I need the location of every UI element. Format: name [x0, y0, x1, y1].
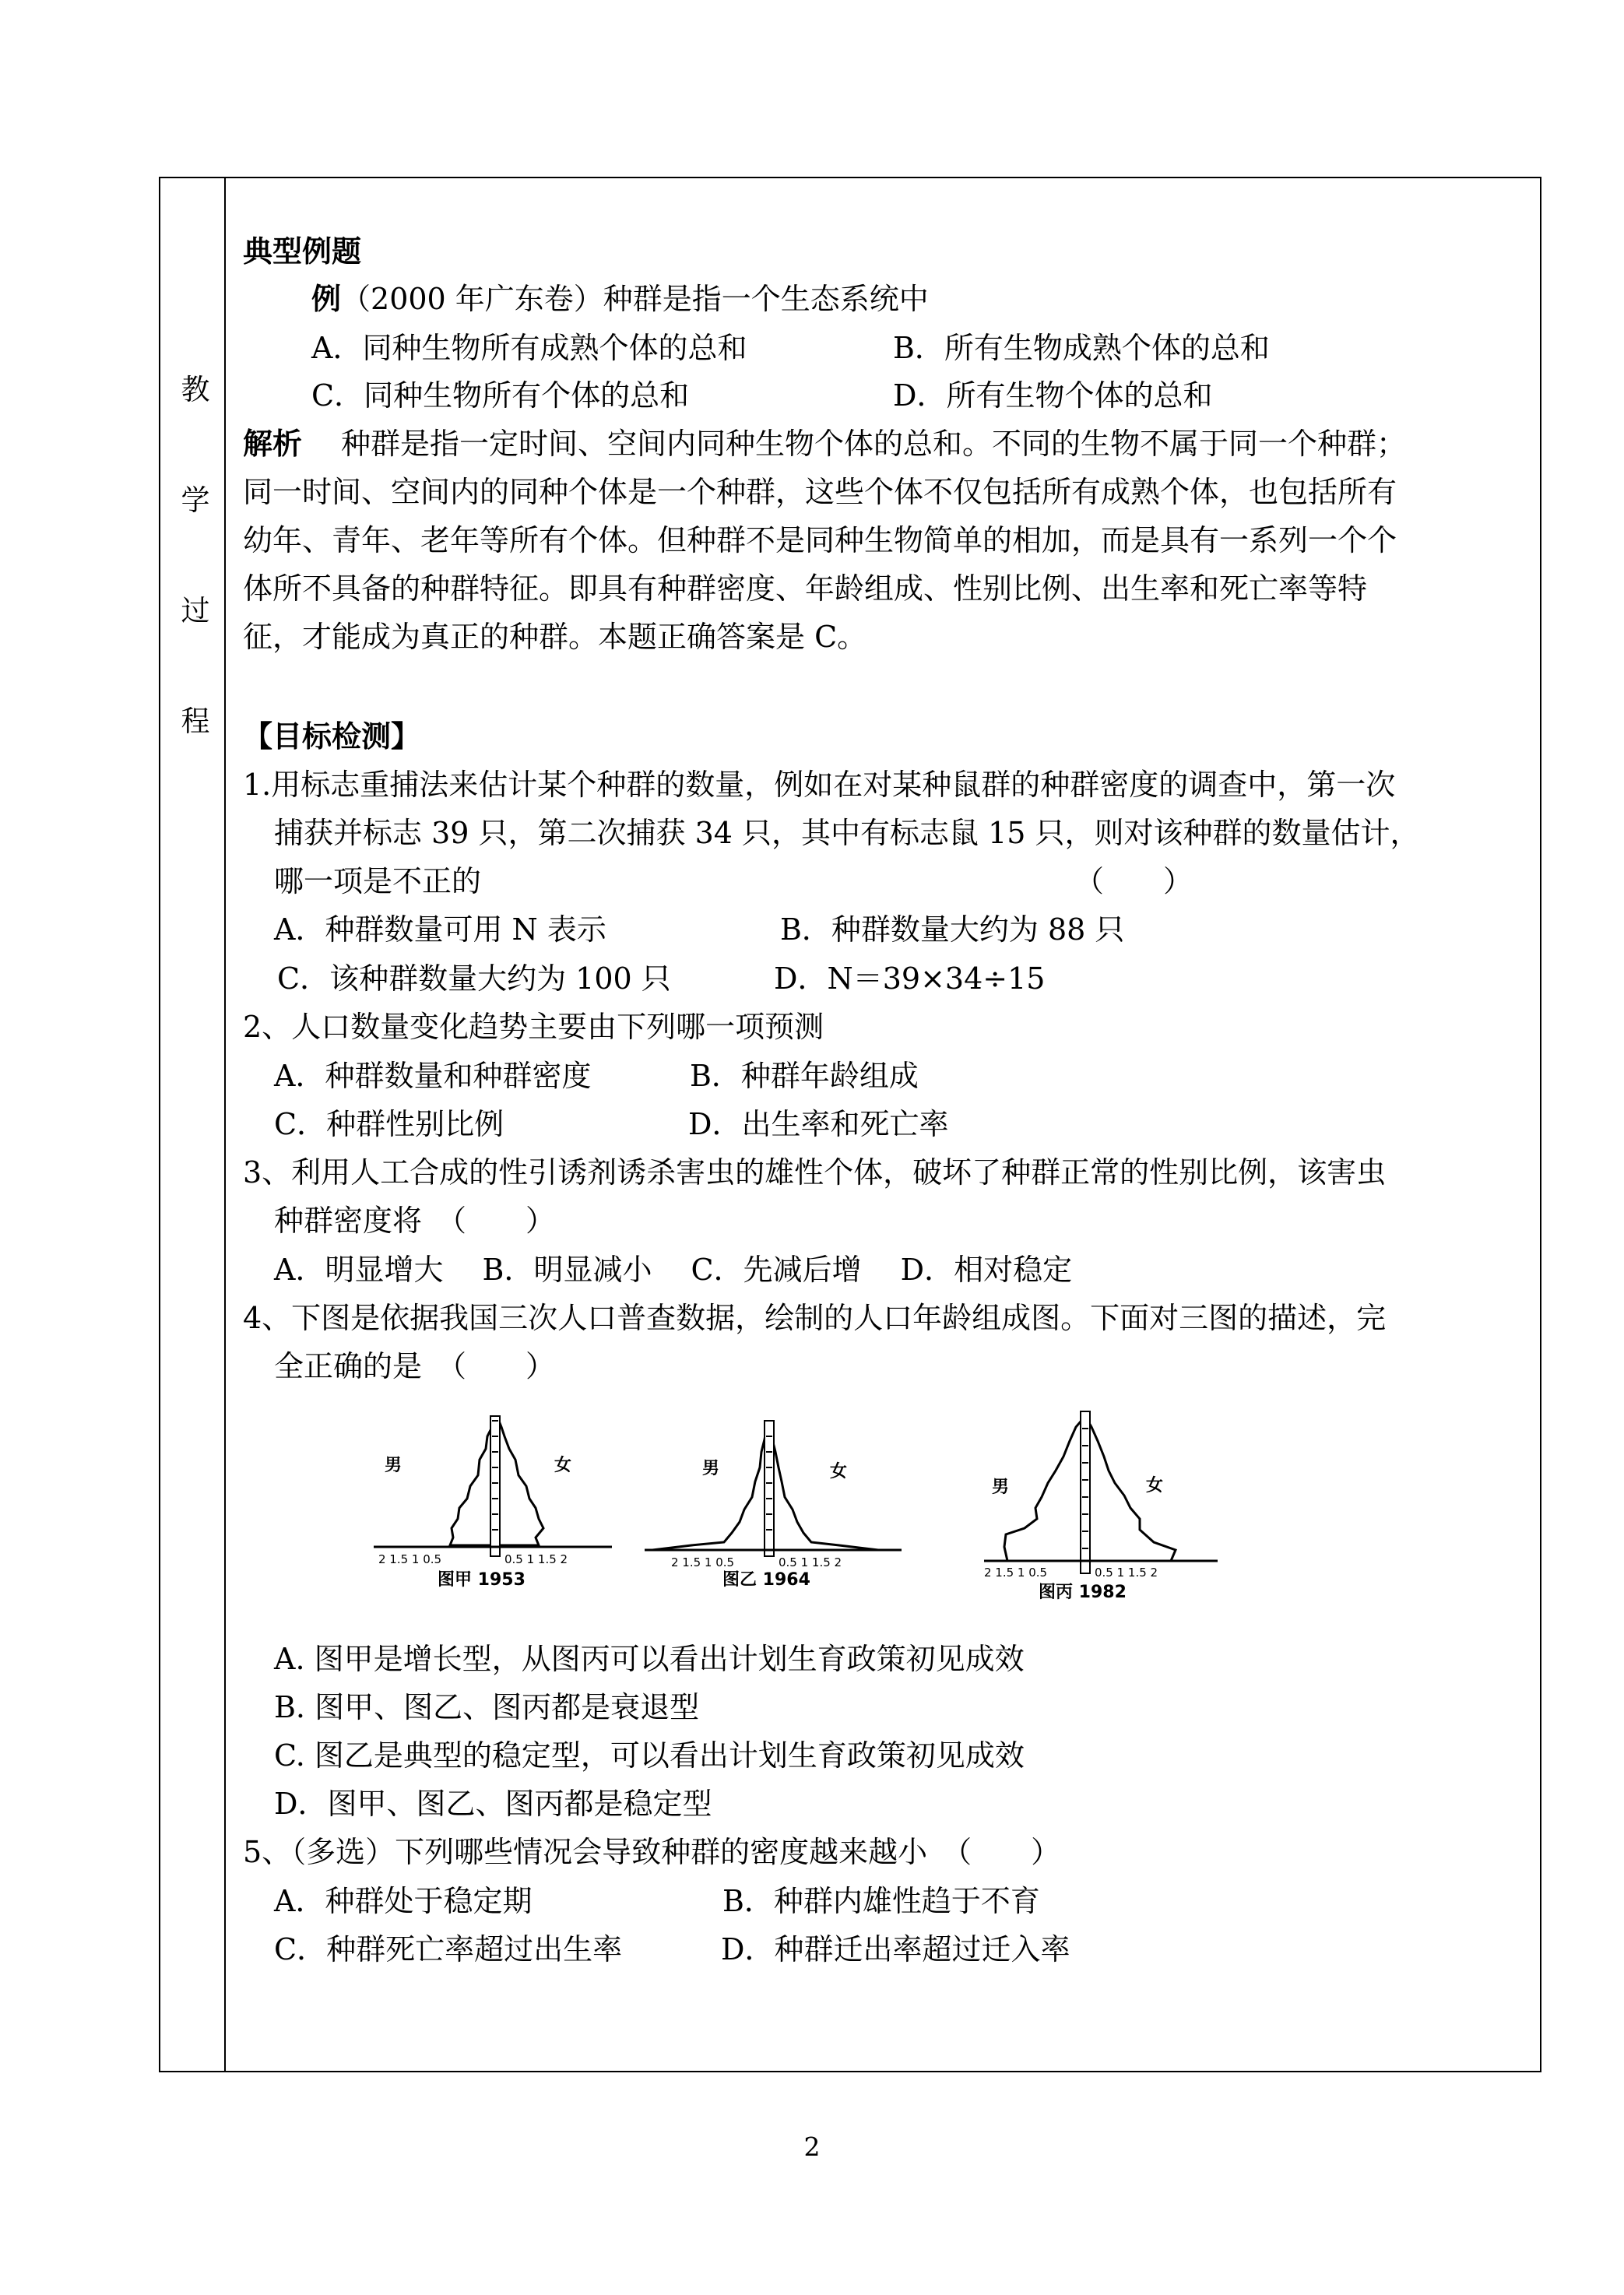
- female-label: 女: [554, 1456, 572, 1475]
- example-option-a: A．同种生物所有成熟个体的总和: [311, 331, 747, 365]
- male-label: 男: [992, 1478, 1010, 1497]
- example-option-d: D．所有生物个体的总和: [893, 378, 1213, 413]
- q5-option-b: B．种群内雄性趋于不育: [722, 1884, 1040, 1918]
- example-option-b: B．所有生物成熟个体的总和: [893, 331, 1270, 365]
- analysis-line: 同一时间、空间内的同种个体是一个种群，这些个体不仅包括所有成熟个体，也包括所有: [243, 475, 1397, 509]
- axis-right-label: 0.5 1 1.5 2: [1095, 1566, 1158, 1580]
- analysis-label: 解析: [243, 427, 303, 461]
- caption-1964: 图乙 1964: [722, 1570, 810, 1590]
- male-label: 男: [702, 1459, 720, 1478]
- side-label-char: 过: [181, 594, 210, 627]
- axis-left-label: 2 1.5 1 0.5: [984, 1566, 1048, 1580]
- q3-line: 3、利用人工合成的性引诱剂诱杀害虫的雄性个体，破坏了种群正常的性别比例，该害虫: [243, 1155, 1387, 1190]
- q1-line: 捕获并标志 39 只，第二次捕获 34 只，其中有标志鼠 15 只，则对该种群的数量估计，: [274, 816, 1420, 850]
- analysis-line: 征，才能成为真正的种群。本题正确答案是 C。: [243, 620, 867, 654]
- side-label-char: 程: [181, 705, 210, 738]
- q1-option-c: C．该种群数量大约为 100 只: [277, 961, 671, 996]
- q5-line: 5、（多选）下列哪些情况会导致种群的密度越来越小 （ ）: [243, 1835, 1061, 1869]
- population-pyramid-figure: [371, 1405, 1356, 1621]
- male-label: 男: [385, 1456, 402, 1475]
- axis-left-label: 2 1.5 1 0.5: [671, 1555, 735, 1569]
- example-heading: 典型例题: [243, 234, 362, 269]
- caption-1982: 图丙 1982: [1039, 1583, 1127, 1602]
- axis-right-label: 0.5 1 1.5 2: [779, 1555, 842, 1569]
- analysis-line: 幼年、青年、老年等所有个体。但种群不是同种生物简单的相加，而是具有一系列一个个: [243, 523, 1397, 557]
- q4-option-c: C. 图乙是典型的稳定型，可以看出计划生育政策初见成效: [274, 1738, 1025, 1773]
- q4-option-d: D．图甲、图乙、图丙都是稳定型: [274, 1787, 712, 1821]
- q4-line: 全正确的是 （ ）: [274, 1349, 556, 1383]
- q5-option-c: C．种群死亡率超过出生率: [274, 1932, 623, 1966]
- q3-options: A．明显增大 B．明显减小 C．先减后增 D．相对稳定: [274, 1253, 1073, 1287]
- caption-1953: 图甲 1953: [438, 1570, 526, 1590]
- q1-option-b: B．种群数量大约为 88 只: [780, 912, 1125, 947]
- q1-line: 哪一项是不正的: [274, 864, 482, 898]
- example-question: [311, 282, 929, 316]
- q1-line: 1.用标志重捕法来估计某个种群的数量，例如在对某种鼠群的种群密度的调查中，第一次: [243, 768, 1396, 802]
- q4-option-a: A. 图甲是增长型，从图丙可以看出计划生育政策初见成效: [274, 1642, 1025, 1676]
- axis-right-label: 0.5 1 1.5 2: [504, 1552, 568, 1566]
- side-label-char: 教: [181, 373, 210, 406]
- q4-option-b: B. 图甲、图乙、图丙都是衰退型: [274, 1690, 700, 1724]
- q1-option-d: D．N＝39×34÷15: [774, 961, 1046, 996]
- q2-option-c: C．种群性别比例: [274, 1107, 504, 1141]
- test-heading: 【目标检测】: [243, 719, 421, 754]
- q5-option-a: A．种群处于稳定期: [274, 1884, 533, 1918]
- side-label-char: 学: [181, 483, 210, 517]
- q1-answer-blank: （ ）: [1074, 864, 1193, 898]
- analysis-line: 体所不具备的种群特征。即具有种群密度、年龄组成、性别比例、出生率和死亡率等特: [243, 571, 1368, 606]
- q4-line: 4、下图是依据我国三次人口普查数据，绘制的人口年龄组成图。下面对三图的描述，完: [243, 1301, 1387, 1335]
- example-option-c: C．同种生物所有个体的总和: [311, 378, 690, 413]
- q1-option-a: A．种群数量可用 N 表示: [274, 912, 606, 947]
- analysis-text: 种群是指一定时间、空间内同种生物个体的总和。不同的生物不属于同一个种群；: [341, 427, 1407, 461]
- q2-line: 2、人口数量变化趋势主要由下列哪一项预测: [243, 1010, 824, 1044]
- column-divider: [224, 177, 226, 2072]
- q2-option-b: B．种群年龄组成: [690, 1059, 919, 1093]
- axis-left-label: 2 1.5 1 0.5: [378, 1552, 442, 1566]
- q5-option-d: D．种群迁出率超过迁入率: [721, 1932, 1070, 1966]
- q2-option-d: D．出生率和死亡率: [688, 1107, 949, 1141]
- q3-line: 种群密度将 （ ）: [274, 1204, 556, 1238]
- female-label: 女: [1146, 1476, 1164, 1495]
- example-question-text: （2000 年广东卷）种群是指一个生态系统中: [341, 282, 929, 316]
- example-question-label: 例: [311, 282, 342, 316]
- q2-option-a: A．种群数量和种群密度: [274, 1059, 592, 1093]
- female-label: 女: [830, 1462, 848, 1481]
- page-number: 2: [803, 2132, 821, 2162]
- analysis-line: [243, 427, 1406, 461]
